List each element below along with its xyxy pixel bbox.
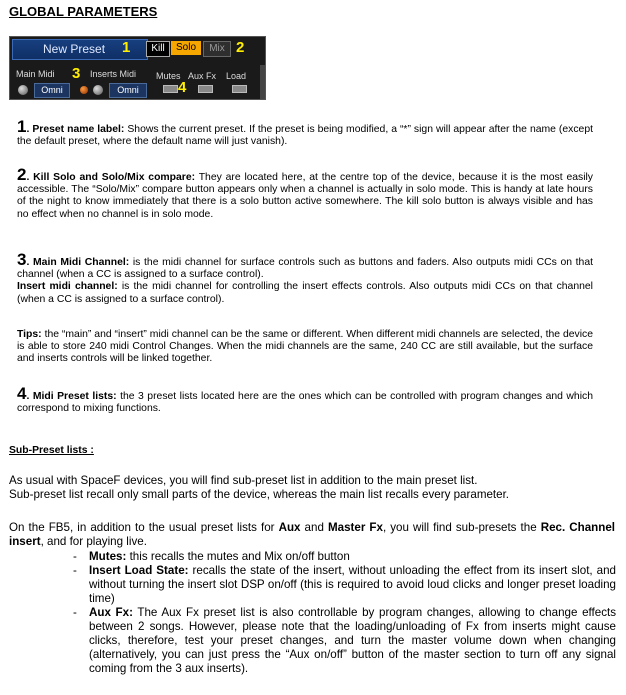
midi-activity-led-icon xyxy=(80,86,88,94)
inserts-midi-channel-field[interactable]: Omni xyxy=(109,83,147,98)
section-1: 1. Preset name label: Shows the current preset. If the preset is being modified, a “*” sign will appear after the name (except the default preset, where the default name will just vanish). xyxy=(17,117,593,148)
callout-2: 2 xyxy=(236,39,245,56)
inserts-midi-label: Inserts Midi xyxy=(90,69,137,79)
main-midi-knob-icon[interactable] xyxy=(18,85,28,95)
sub-preset-bullets xyxy=(89,550,616,676)
mutes-preset-switch[interactable] xyxy=(163,85,178,93)
device-panel-screenshot xyxy=(9,36,266,100)
inserts-midi-knob-icon[interactable] xyxy=(93,85,103,95)
section-4: 4. Midi Preset lists: the 3 preset lists located here are the ones which can be controlled with program changes and which correspond to mixing functions. xyxy=(17,384,593,415)
sub-preset-title: Sub-Preset lists : xyxy=(9,445,94,456)
list-item: - Mutes: this recalls the mutes and Mix on/off button xyxy=(89,550,616,564)
aux-fx-label: Aux Fx xyxy=(188,71,217,81)
callout-4: 4 xyxy=(178,79,187,96)
main-midi-label: Main Midi xyxy=(16,69,55,79)
sub-preset-intro: As usual with SpaceF devices, you will find sub-preset list in addition to the main preset list. Sub-preset list recall only small parts of the device, whereas the main list recalls every parameter. xyxy=(9,474,510,501)
fb5-paragraph: On the FB5, in addition to the usual preset lists for Aux and Master Fx, you will find sub-presets the Rec. Channel insert, and for playing live. xyxy=(9,521,615,548)
kill-solo-button[interactable]: Kill xyxy=(146,41,170,57)
mutes-label: Mutes xyxy=(156,71,181,81)
section-3: 3. Main Midi Channel: is the midi channel for surface controls such as buttons and faders. Also outputs midi CCs on that channel (when a CC is assigned to a surface control). Insert midi channel: is the midi channel for controlling the insert effects controls. Also outputs midi CCs on that channel (when a CC is assigned to a surface control). xyxy=(17,250,593,305)
callout-1: 1 xyxy=(122,39,131,56)
main-midi-channel-field[interactable]: Omni xyxy=(34,83,70,98)
tips-block: Tips: the “main” and “insert” midi channel can be the same or different. When different midi channels are selected, the device is able to store 240 midi Control Changes. When the midi channels are the same, 240 CC are still available, but the surface and inserts controls will be linked together. xyxy=(17,329,593,365)
preset-name-text: New Preset xyxy=(43,42,106,56)
panel-edge xyxy=(260,65,265,99)
section-2: 2. Kill Solo and Solo/Mix compare: They are located here, at the centre top of the device, because it is the most easily accessible. The “Solo/Mix” compare button appears only when a channel is actually in solo mode. This is handy at late hours of the night to know immediately that there is a solo button active somewhere. The kill solo button is always visible and has no effect when no channel is in solo mode. xyxy=(17,165,594,220)
callout-3: 3 xyxy=(72,65,81,82)
load-label: Load xyxy=(226,71,247,81)
load-preset-switch[interactable] xyxy=(232,85,247,93)
solo-button[interactable]: Solo xyxy=(171,41,201,55)
list-item: - Aux Fx: The Aux Fx preset list is also controllable by program changes, allowing to change effects between 2 songs. However, please note that the loading/unloading of Fx from inserts might cause clicks, therefore, test your preset changes, and turn the master volume down when changing (alternatively, you can just press the “Aux on/off” button of the master section to turn off any signal coming from the 3 aux inserts). xyxy=(89,606,616,676)
aux-fx-preset-switch[interactable] xyxy=(198,85,213,93)
mix-button[interactable]: Mix xyxy=(203,41,231,57)
list-item: - Insert Load State: recalls the state of the insert, without unloading the effect from its insert slot, and without turning the insert slot DSP on/off (this is required to avoid loud clicks and longer preset loading time) xyxy=(89,564,616,606)
page-heading: GLOBAL PARAMETERS xyxy=(9,4,158,19)
